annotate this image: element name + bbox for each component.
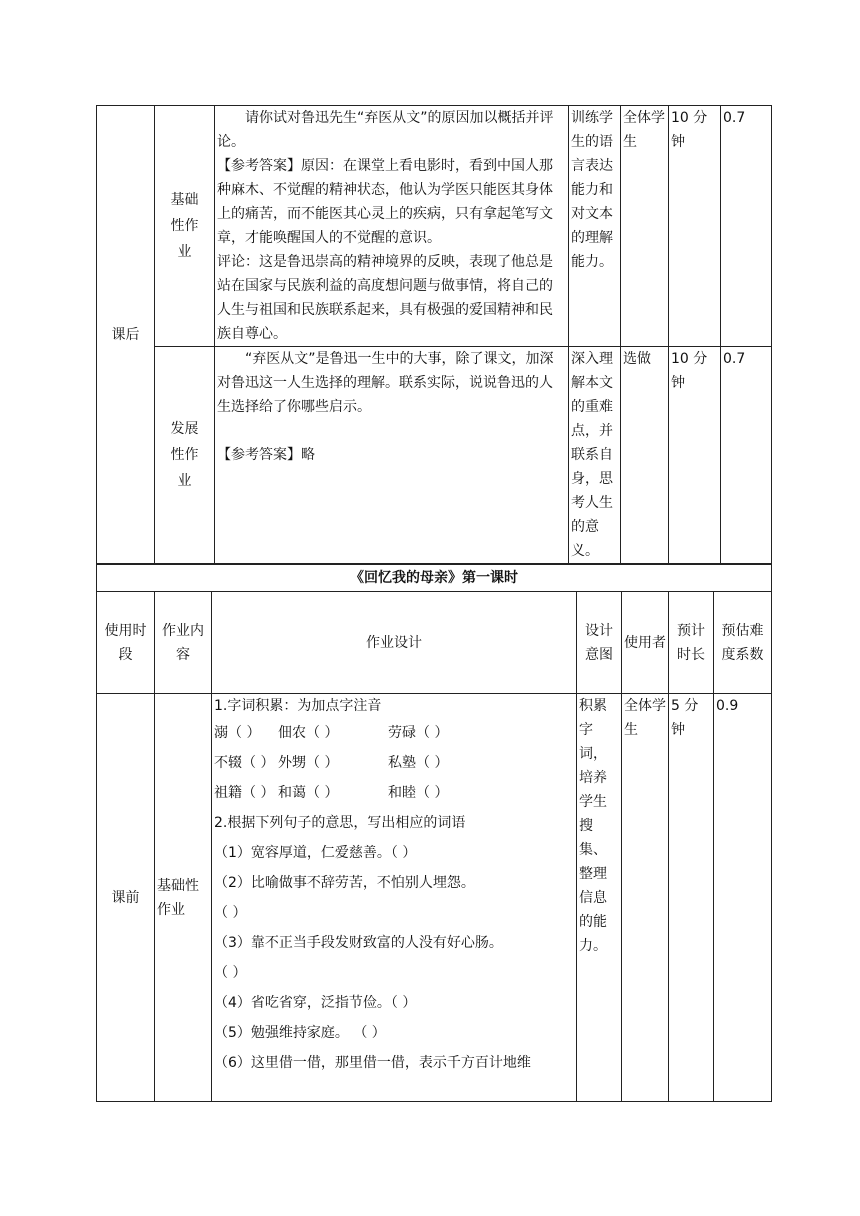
period-cell: 课后 — [97, 106, 155, 564]
word: 祖籍（ ） — [214, 785, 275, 801]
row-duration: 5 分钟 — [669, 694, 714, 1102]
row-user: 全体学生 — [622, 694, 669, 1102]
advanced-question: “弃医从文”是鲁迅一生中的大事，除了课文，加深对鲁迅这一人生选择的理解。联系实际，说说鲁迅的人生选择给了你哪些启示。 — [217, 351, 554, 415]
advanced-homework-design — [215, 347, 569, 564]
q2-item: （4）省吃省穿，泛指节俭。（ ） — [214, 995, 417, 1011]
q2-item: （5）勉强维持家庭。 （ ） — [214, 1025, 386, 1041]
basic-question: 请你试对鲁迅先生“弃医从文”的原因加以概括并评论。 — [217, 110, 554, 150]
answer-text: 原因：在课堂上看电影时，看到中国人那种麻木、不觉醒的精神状态，他认为学医只能医其身体上的痛苦，而不能医其心灵上的疾病，只有拿起笔写文章，才能唤醒国人的不觉醒的意识。 — [217, 158, 553, 246]
word: 外甥（ ） — [278, 755, 339, 771]
q2-item: （1）宽容厚道，仁爱慈善。（ ） — [214, 845, 417, 861]
homework-table-lesson — [96, 564, 772, 1102]
word: 和蔼（ ） — [278, 785, 339, 801]
q2-item: （2）比喻做事不辞劳苦，不怕别人埋怨。 — [214, 875, 475, 891]
q2-item: （3）靠不正当手段发财致富的人没有好心肠。 — [214, 935, 503, 951]
q1-words-row-1 — [214, 718, 574, 748]
header-period: 使用时段 — [97, 592, 155, 694]
advanced-user: 选做 — [621, 347, 669, 564]
word: 不辍（ ） — [214, 755, 275, 771]
advanced-intent: 深入理解本文的重难点，并联系自身，思考人生的意义。 — [569, 347, 621, 564]
header-difficulty: 预估难度系数 — [714, 592, 772, 694]
answer-tag: 【参考答案】 — [217, 447, 301, 463]
word: 和睦（ ） — [388, 785, 449, 801]
word: 私塾（ ） — [388, 755, 449, 771]
q2-item: （ ） — [214, 905, 247, 921]
word: 佃农（ ） — [278, 725, 339, 741]
row-difficulty: 0.9 — [714, 694, 772, 1102]
q1-words-row-2 — [214, 748, 574, 778]
q1-words-row-3 — [214, 778, 574, 808]
row-intent: 积累字词，培养学生搜集、整理信息的能力。 — [577, 694, 622, 1102]
header-user: 使用者 — [622, 592, 669, 694]
answer-text: 略 — [301, 447, 315, 463]
basic-comment: 评论：这是鲁迅崇高的精神境界的反映，表现了他总是站在国家与民族利益的高度想问题与做事情，将自己的人生与祖国和民族联系起来，具有极强的爱国精神和民族自尊心。 — [217, 254, 553, 342]
advanced-duration: 10 分钟 — [669, 347, 721, 564]
basic-duration: 10 分钟 — [669, 106, 721, 347]
header-intent: 设计意图 — [577, 592, 622, 694]
basic-intent: 训练学生的语言表达能力和对文本的理解能力。 — [569, 106, 621, 347]
q2-title: 2.根据下列句子的意思，写出相应的词语 — [214, 815, 466, 831]
advanced-difficulty: 0.7 — [721, 347, 772, 564]
row-period: 课前 — [97, 694, 155, 1102]
row-design — [212, 694, 577, 1102]
row-type: 基础性作业 — [155, 694, 212, 1102]
basic-user: 全体学生 — [621, 106, 669, 347]
advanced-homework-label: 发展性作业 — [155, 347, 215, 564]
basic-difficulty: 0.7 — [721, 106, 772, 347]
q1-title: 1.字词积累：为加点字注音 — [214, 698, 382, 714]
header-content: 作业内容 — [155, 592, 212, 694]
basic-homework-design — [215, 106, 569, 347]
q2-item: （ ） — [214, 965, 247, 981]
word: 溺（ ） — [214, 725, 261, 741]
header-duration: 预计时长 — [669, 592, 714, 694]
q2-item: （6）这里借一借，那里借一借，表示千方百计地维 — [214, 1055, 531, 1071]
advanced-answer — [217, 443, 566, 467]
homework-table-after-class — [96, 105, 772, 564]
basic-answer — [217, 154, 566, 250]
basic-homework-label: 基础性作业 — [155, 106, 215, 347]
header-design: 作业设计 — [212, 592, 577, 694]
word: 劳碌（ ） — [388, 725, 449, 741]
answer-tag: 【参考答案】 — [217, 158, 301, 174]
lesson-caption: 《回忆我的母亲》第一课时 — [97, 565, 772, 592]
